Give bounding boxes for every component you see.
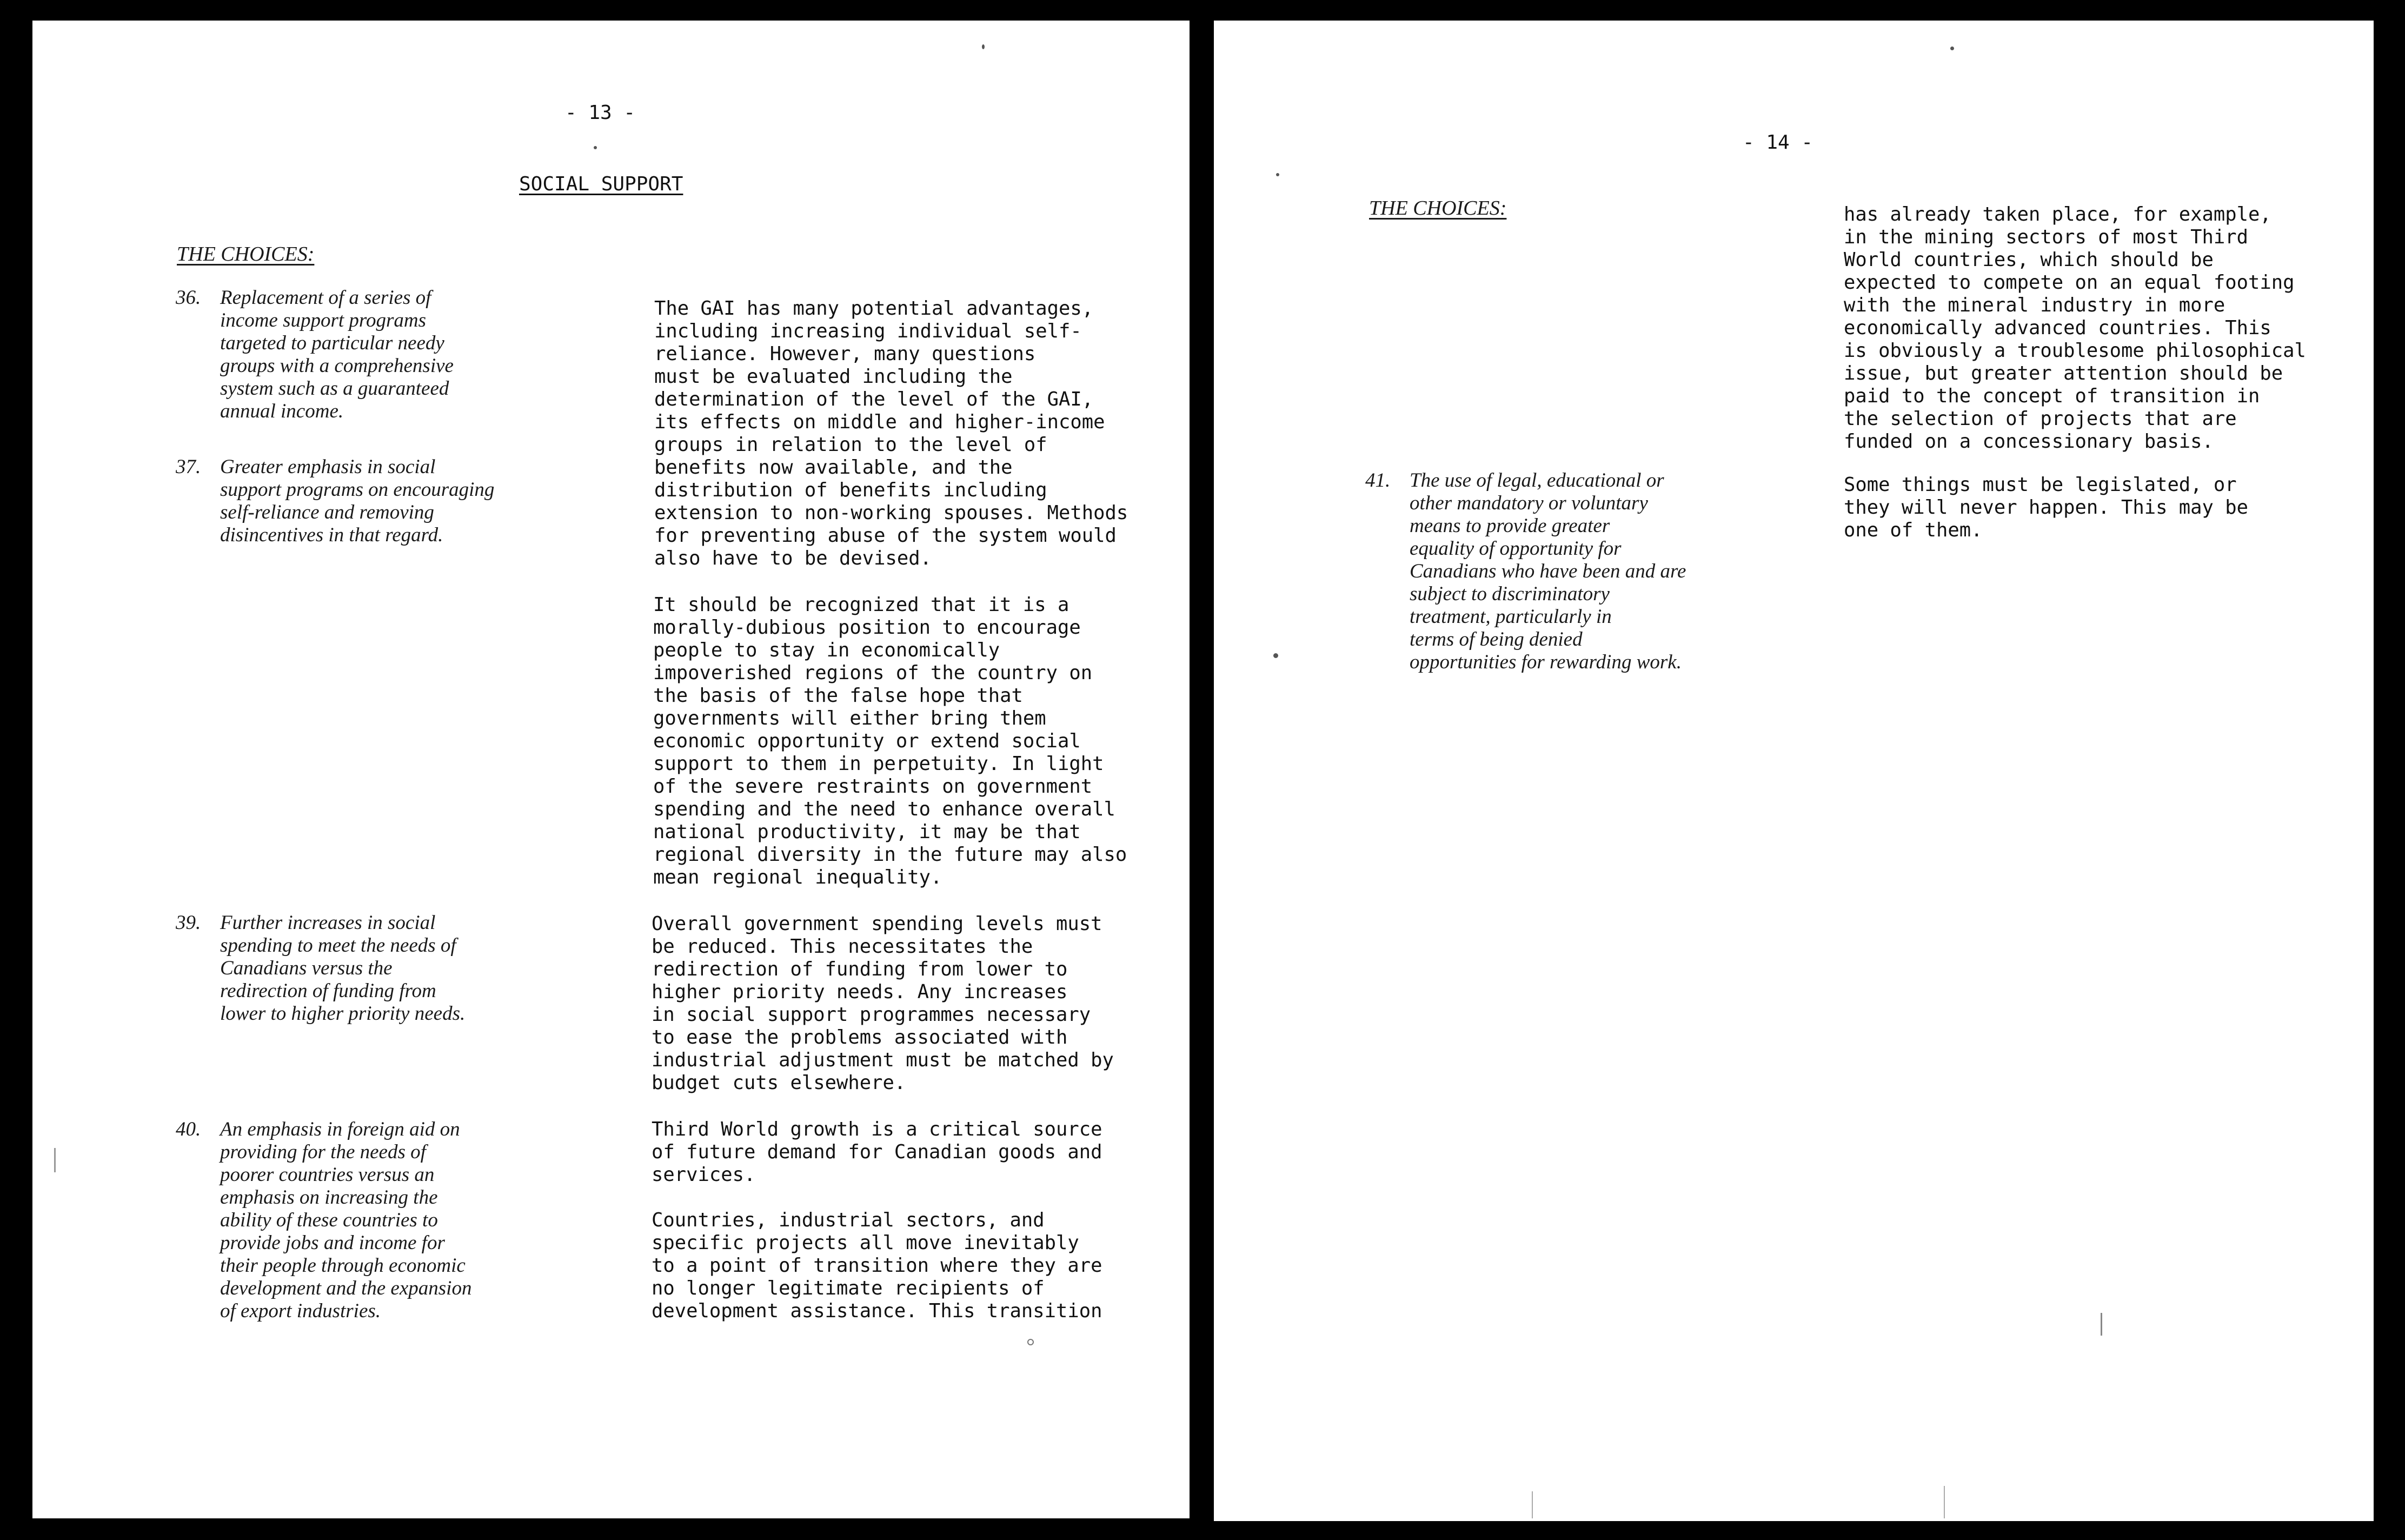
choice-line: system such as a guaranteed: [220, 377, 449, 400]
paragraph-line: determination of the level of the GAI,: [654, 388, 1094, 410]
paragraph-line: Overall government spending levels must: [652, 913, 1102, 935]
paragraph-line: It should be recognized that it is a: [653, 594, 1069, 616]
paragraph-line: including increasing individual self-: [654, 320, 1082, 342]
choice-line: emphasis on increasing the: [220, 1186, 438, 1209]
paragraph-line: in social support programmes necessary: [652, 1004, 1091, 1026]
choice-item-39: [176, 912, 465, 1025]
paragraph-line: governments will either bring them: [653, 707, 1046, 729]
scan-speck: [54, 1148, 56, 1172]
choice-line: Greater emphasis in social: [220, 456, 436, 478]
choice-line: redirection of funding from: [220, 980, 436, 1002]
paragraph-line: The GAI has many potential advantages,: [654, 297, 1094, 320]
choice-number: 41.: [1365, 469, 1391, 492]
scan-speck: [2101, 1313, 2102, 1336]
paragraph-line: with the mineral industry in more: [1844, 294, 2225, 316]
paragraph-line: the selection of projects that are: [1844, 408, 2237, 430]
paragraph-line: they will never happen. This may be: [1844, 496, 2249, 519]
choice-line: poorer countries versus an: [220, 1164, 435, 1186]
page-13: [32, 21, 1190, 1518]
choice-line: Canadians versus the: [220, 957, 393, 979]
paragraph-line: specific projects all move inevitably: [652, 1232, 1079, 1254]
paragraph-line: redirection of funding from lower to: [652, 958, 1068, 980]
paragraph-line: mean regional inequality.: [653, 866, 942, 888]
choice-line: terms of being denied: [1410, 628, 1583, 650]
choice-line: provide jobs and income for: [220, 1232, 445, 1254]
choice-line: lower to higher priority needs.: [220, 1003, 466, 1025]
paragraph-line: the basis of the false hope that: [653, 685, 1023, 707]
paragraph-line: of the severe restraints on government: [653, 775, 1093, 798]
choice-line: providing for the needs of: [220, 1141, 426, 1163]
choice-item-37: [176, 456, 494, 547]
paragraph-line: is obviously a troublesome philosophical: [1844, 340, 2306, 362]
paragraph-line: support to them in perpetuity. In light: [653, 753, 1104, 775]
paragraph-line: must be evaluated including the: [654, 366, 1013, 388]
page-14: [1214, 21, 2374, 1521]
choice-line: An emphasis in foreign aid on: [220, 1118, 460, 1140]
choice-line: development and the expansion: [220, 1277, 472, 1299]
body-paragraph: [652, 1118, 1102, 1186]
body-paragraph: [652, 913, 1114, 1094]
paragraph-line: one of them.: [1844, 519, 1983, 541]
choice-line: Replacement of a series of: [220, 287, 431, 309]
choice-line: treatment, particularly in: [1410, 606, 1612, 628]
paragraph-line: World countries, which should be: [1844, 249, 2214, 271]
scan-speck: [1276, 173, 1279, 176]
paragraph-line: budget cuts elsewhere.: [652, 1072, 906, 1094]
paragraph-line: extension to non-working spouses. Methods: [654, 502, 1128, 524]
choice-line: of export industries.: [220, 1300, 381, 1322]
paragraph-line: of future demand for Canadian goods and: [652, 1141, 1102, 1163]
paragraph-line: in the mining sectors of most Third: [1844, 226, 2249, 248]
choice-line: Canadians who have been and are: [1410, 560, 1686, 582]
choice-line: ability of these countries to: [220, 1209, 438, 1231]
paragraph-line: economic opportunity or extend social: [653, 730, 1081, 752]
scan-speck: [594, 146, 597, 149]
choice-item-36: [176, 287, 454, 423]
scan-speck: [1532, 1491, 1533, 1518]
paragraph-line: reliance. However, many questions: [654, 343, 1036, 365]
paragraph-line: funded on a concessionary basis.: [1844, 430, 2214, 453]
body-paragraph: [654, 297, 1128, 570]
choice-number: 36.: [176, 287, 201, 309]
paragraph-line: economically advanced countries. This: [1844, 317, 2271, 339]
paragraph-line: paid to the concept of transition in: [1844, 385, 2260, 407]
choices-label: THE CHOICES:: [177, 243, 315, 265]
choice-item-41: [1365, 469, 1686, 674]
paragraph-line: has already taken place, for example,: [1844, 203, 2271, 225]
paragraph-line: impoverished regions of the country on: [653, 662, 1093, 684]
paragraph-line: issue, but greater attention should be: [1844, 362, 2283, 384]
choice-line: disincentives in that regard.: [220, 524, 443, 546]
paragraph-line: for preventing abuse of the system would: [654, 525, 1117, 547]
choice-line: opportunities for rewarding work.: [1410, 651, 1682, 673]
paragraph-line: to ease the problems associated with: [652, 1026, 1068, 1048]
choice-line: groups with a comprehensive: [220, 355, 454, 377]
choice-item-40: [176, 1118, 471, 1323]
choices-label: THE CHOICES:: [1369, 197, 1507, 220]
paragraph-line: no longer legitimate recipients of: [652, 1277, 1045, 1299]
paragraph-line: regional diversity in the future may also: [653, 844, 1127, 866]
choice-line: other mandatory or voluntary: [1410, 492, 1648, 514]
choice-line: self-reliance and removing: [220, 501, 434, 523]
scan-speck: [1273, 653, 1278, 658]
choice-line: spending to meet the needs of: [220, 934, 456, 957]
scan-speck: [1950, 47, 1954, 50]
paragraph-line: benefits now available, and the: [654, 456, 1013, 479]
choice-line: income support programs: [220, 309, 426, 331]
paragraph-line: people to stay in economically: [653, 639, 1000, 661]
paragraph-line: services.: [652, 1164, 756, 1186]
paragraph-line: Some things must be legislated, or: [1844, 474, 2237, 496]
choice-line: Further increases in social: [220, 912, 436, 934]
paragraph-line: Countries, industrial sectors, and: [652, 1209, 1045, 1231]
paragraph-line: also have to be devised.: [654, 547, 932, 569]
paragraph-line: expected to compete on an equal footing: [1844, 271, 2295, 294]
paragraph-line: development assistance. This transition: [652, 1300, 1102, 1322]
paragraph-line: its effects on middle and higher-income: [654, 411, 1105, 433]
choice-number: 37.: [176, 456, 201, 478]
paragraph-line: industrial adjustment must be matched by: [652, 1049, 1114, 1071]
page-number: - 13 -: [565, 102, 636, 124]
choice-number: 39.: [176, 912, 201, 934]
body-paragraph: [652, 1209, 1102, 1323]
choice-number: 40.: [176, 1118, 201, 1140]
body-paragraph: [653, 594, 1127, 889]
choice-line: means to provide greater: [1410, 515, 1610, 537]
scan-speck: [982, 44, 985, 49]
scan-speck: [1027, 1339, 1034, 1345]
choice-line: subject to discriminatory: [1410, 583, 1610, 605]
choice-line: annual income.: [220, 400, 344, 422]
choice-line: their people through economic: [220, 1254, 466, 1277]
paragraph-line: morally-dubious position to encourage: [653, 616, 1081, 639]
page-number: - 14 -: [1743, 131, 1813, 154]
choice-line: support programs on encouraging: [220, 479, 495, 501]
choice-line: The use of legal, educational or: [1410, 469, 1664, 492]
paragraph-line: higher priority needs. Any increases: [652, 981, 1068, 1003]
paragraph-line: to a point of transition where they are: [652, 1254, 1102, 1277]
paragraph-line: be reduced. This necessitates the: [652, 935, 1033, 958]
choice-line: targeted to particular needy: [220, 332, 444, 354]
paragraph-line: groups in relation to the level of: [654, 434, 1047, 456]
body-paragraph: [1844, 203, 2306, 453]
page-title: SOCIAL SUPPORT: [519, 173, 683, 195]
paragraph-line: distribution of benefits including: [654, 479, 1047, 501]
choice-line: equality of opportunity for: [1410, 537, 1622, 560]
paragraph-line: national productivity, it may be that: [653, 821, 1081, 843]
scan-speck: [1944, 1486, 1945, 1518]
paragraph-line: spending and the need to enhance overall: [653, 798, 1115, 820]
body-paragraph: [1844, 474, 2248, 542]
paragraph-line: Third World growth is a critical source: [652, 1118, 1102, 1140]
